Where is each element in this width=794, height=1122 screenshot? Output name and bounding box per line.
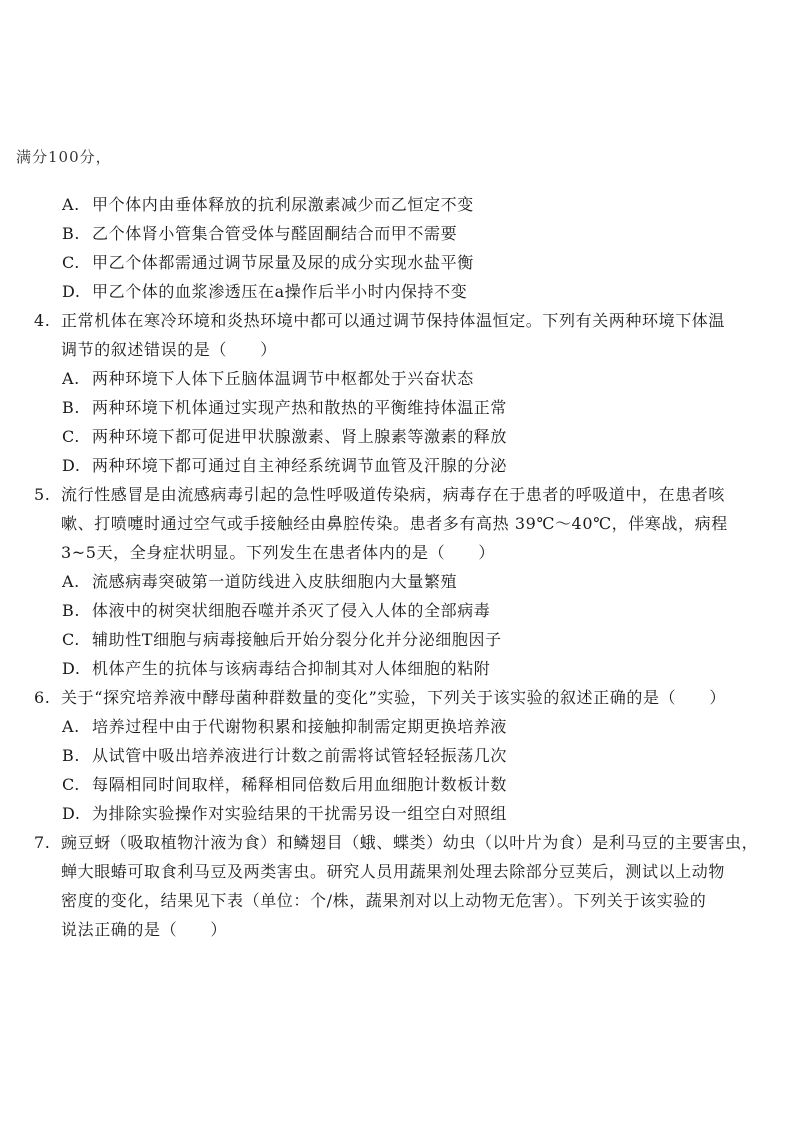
question-number: 5. (34, 485, 51, 504)
option-text: 机体产生的抗体与该病毒结合抑制其对人体细胞的粘附 (92, 659, 491, 678)
q7-stem-line4: 说法正确的是（ ） (61, 920, 228, 939)
option-letter: C. (62, 775, 80, 794)
q3-option-b (0, 219, 794, 248)
q4-option-d (0, 451, 794, 480)
option-letter: D. (62, 282, 81, 301)
question-stem: 豌豆蚜（吸取植物汁液为食）和鳞翅目（蛾、蝶类）幼虫（以叶片为食）是利马豆的主要害虫， (61, 833, 759, 852)
option-text: 每隔相同时间取样，稀释相同倍数后用血细胞计数板计数 (92, 775, 508, 794)
question-number: 4. (34, 311, 51, 330)
q4-stem-line2: 调节的叙述错误的是（ ） (61, 340, 277, 359)
q4-option-b (0, 393, 794, 422)
q6-stem-line1 (0, 683, 794, 712)
option-letter: D. (62, 456, 81, 475)
option-letter: C. (62, 427, 80, 446)
option-text: 乙个体肾小管集合管受体与醛固酮结合而甲不需要 (92, 224, 458, 243)
option-text: 从试管中吸出培养液进行计数之前需将试管轻轻振荡几次 (92, 746, 508, 765)
q5-stem-line1 (0, 480, 794, 509)
option-letter: A. (62, 572, 80, 591)
q7-stem-line2: 蝉大眼蝽可取食利马豆及两类害虫。研究人员用蔬果剂处理去除部分豆荚后，测试以上动物 (61, 862, 726, 881)
option-letter: D. (62, 659, 81, 678)
question-number: 7. (34, 833, 51, 852)
q5-option-d (0, 654, 794, 683)
option-text: 体液中的树突状细胞吞噬并杀灭了侵入人体的全部病毒 (92, 601, 491, 620)
option-text: 两种环境下都可促进甲状腺激素、肾上腺素等激素的释放 (92, 427, 508, 446)
option-text: 流感病毒突破第一道防线进入皮肤细胞内大量繁殖 (92, 572, 458, 591)
q5-stem-line3: 3~5天，全身症状明显。下列发生在患者体内的是（ ） (61, 543, 495, 562)
q3-option-a (0, 190, 794, 219)
option-letter: B. (62, 398, 81, 417)
q4-option-a (0, 364, 794, 393)
q7-stem-line1 (0, 828, 794, 857)
option-text: 为排除实验操作对实验结果的干扰需另设一组空白对照组 (92, 804, 508, 823)
header-fragment: 满分100分， (16, 148, 112, 166)
q6-option-d (0, 799, 794, 828)
option-text: 甲个体内由垂体释放的抗利尿激素减少而乙恒定不变 (92, 195, 474, 214)
option-letter: A. (62, 369, 80, 388)
option-text: 两种环境下机体通过实现产热和散热的平衡维持体温正常 (92, 398, 508, 417)
q6-option-c (0, 770, 794, 799)
q5-stem-line2: 嗽、打喷嚏时通过空气或手接触经由鼻腔传染。患者多有高热 39℃～40℃，伴寒战，病程 (61, 514, 728, 533)
q5-option-b (0, 596, 794, 625)
q5-option-c (0, 625, 794, 654)
question-stem: 正常机体在寒冷环境和炎热环境中都可以通过调节保持体温恒定。下列有关两种环境下体温 (61, 311, 726, 330)
option-letter: D. (62, 804, 81, 823)
option-text: 辅助性T细胞与病毒接触后开始分裂分化并分泌细胞因子 (92, 630, 502, 649)
option-letter: C. (62, 630, 80, 649)
q3-option-c (0, 248, 794, 277)
q5-option-a (0, 567, 794, 596)
q6-option-b (0, 741, 794, 770)
option-text: 两种环境下人体下丘脑体温调节中枢都处于兴奋状态 (92, 369, 474, 388)
option-letter: A. (62, 195, 80, 214)
q4-stem-line1 (0, 306, 794, 335)
option-letter: C. (62, 253, 80, 272)
option-text: 甲乙个体的血浆渗透压在a操作后半小时内保持不变 (92, 282, 468, 301)
question-stem: 关于“探究培养液中酵母菌种群数量的变化”实验，下列关于该实验的叙述正确的是（ ） (61, 688, 726, 707)
option-letter: B. (62, 224, 81, 243)
q3-option-d (0, 277, 794, 306)
question-stem: 流行性感冒是由流感病毒引起的急性呼吸道传染病，病毒存在于患者的呼吸道中，在患者咳 (61, 485, 726, 504)
option-text: 两种环境下都可通过自主神经系统调节血管及汗腺的分泌 (92, 456, 508, 475)
q7-stem-line3: 密度的变化，结果见下表（单位：个/株，蔬果剂对以上动物无危害）。下列关于该实验的 (61, 891, 707, 910)
q6-option-a (0, 712, 794, 741)
q4-option-c (0, 422, 794, 451)
option-text: 培养过程中由于代谢物积累和接触抑制需定期更换培养液 (92, 717, 508, 736)
option-letter: B. (62, 601, 81, 620)
question-content (0, 190, 794, 944)
option-text: 甲乙个体都需通过调节尿量及尿的成分实现水盐平衡 (92, 253, 474, 272)
question-number: 6. (34, 688, 51, 707)
option-letter: A. (62, 717, 80, 736)
option-letter: B. (62, 746, 81, 765)
